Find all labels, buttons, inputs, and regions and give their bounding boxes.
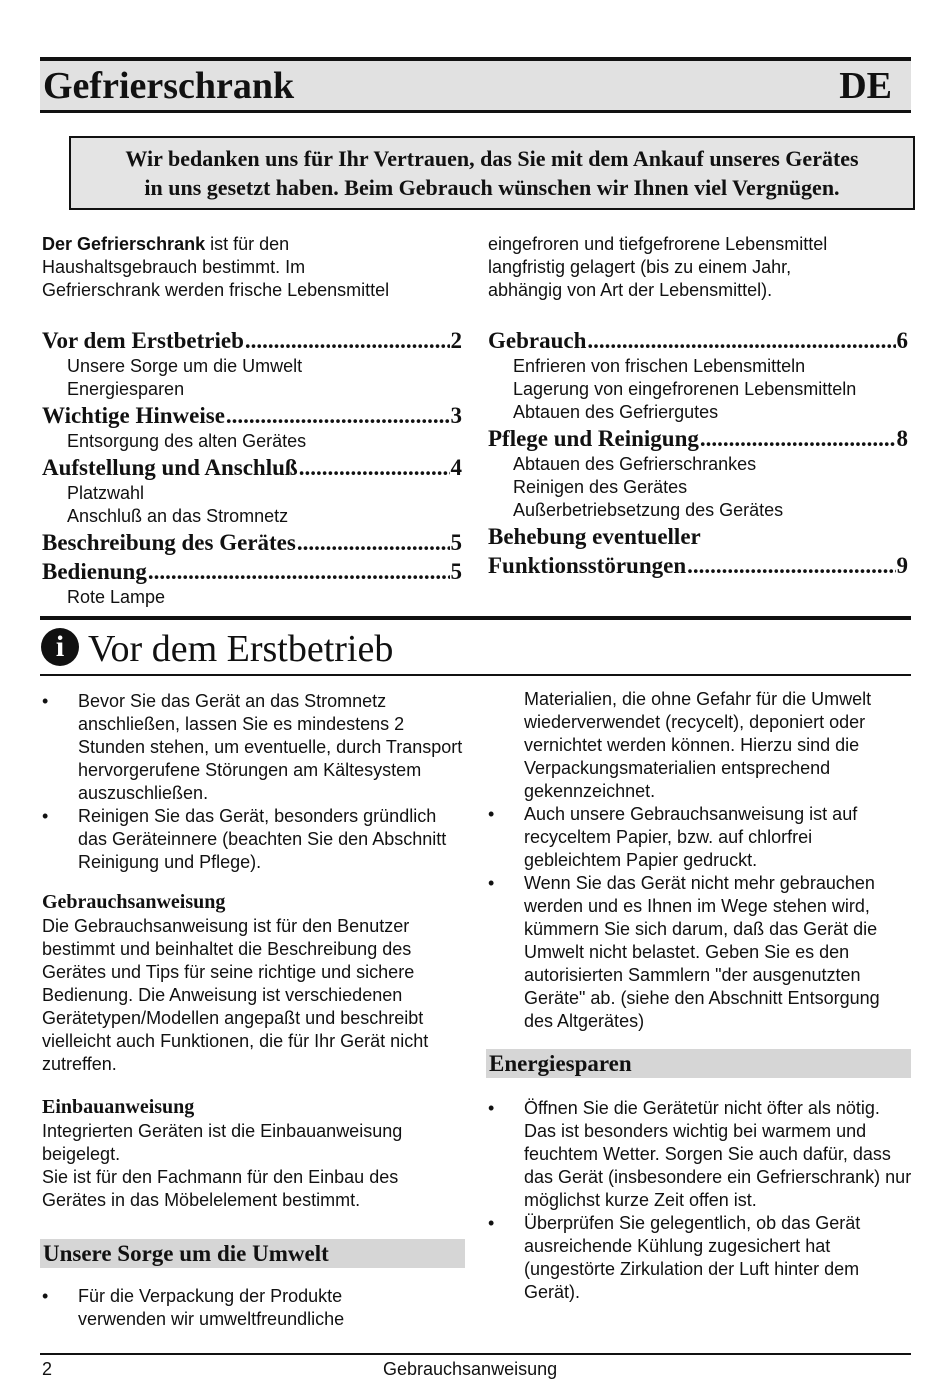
install-text-2: Sie ist für den Fachmann für den Einbau des Gerätes in das Möbelelement bestimmt. xyxy=(42,1167,399,1210)
section-rule-bottom xyxy=(40,674,911,676)
toc-entry[interactable] xyxy=(488,424,908,522)
continued-text: Materialien, die ohne Gefahr für die Umwelt wiederverwendet (recycelt), deponiert oder vernichtet werden können. Hierzu sind die Verpackungsmaterialien entsprechend gekennzeichnet. xyxy=(524,689,872,801)
toc-entry[interactable] xyxy=(488,522,908,580)
toc-title: Wichtige Hinweise xyxy=(42,403,225,428)
section-rule-top xyxy=(40,616,911,620)
env-heading: Unsere Sorge um die Umwelt xyxy=(40,1239,465,1268)
toc-sub-item: Rote Lampe xyxy=(67,587,166,607)
energy-heading: Energiesparen xyxy=(486,1049,911,1078)
toc-title: Pflege und Reinigung xyxy=(488,426,699,451)
toc-entry[interactable] xyxy=(42,528,462,557)
info-icon: i xyxy=(41,628,79,666)
toc-entry[interactable] xyxy=(42,453,462,528)
toc-page: 9 xyxy=(896,553,908,578)
section-title: Vor dem Erstbetrieb xyxy=(88,628,394,670)
language-code: DE xyxy=(839,65,892,107)
intro-left-text-2: Haushaltsgebrauch bestimmt. Im xyxy=(42,257,306,277)
right-column xyxy=(488,688,913,1033)
toc-entry[interactable] xyxy=(42,401,462,453)
list-item: • Wenn Sie das Gerät nicht mehr gebrauchen werden und es Ihnen im Wege stehen wird, kümmern Sie sich darum, daß das Gerät die Umwelt nicht belastet. Geben Sie es den autorisierten Sammlern "der ausgenutzten Geräte" ab. (siehe den Abschnitt Entsorgung des Altgerätes) xyxy=(488,872,913,1033)
toc-page: 5 xyxy=(450,559,462,584)
intro-right-text-1: eingefroren und tiefgefrorene Lebensmittel xyxy=(488,234,828,254)
toc-page: 3 xyxy=(450,403,462,428)
toc-sub-item: Enfrieren von frischen Lebensmitteln xyxy=(513,356,806,376)
toc-entry[interactable] xyxy=(488,326,908,424)
thank-you-box xyxy=(69,136,915,210)
intro-left xyxy=(42,233,472,302)
left-column xyxy=(42,690,467,1212)
thank-you-line-2: in uns gesetzt haben. Beim Gebrauch wünschen wir Ihnen viel Vergnügen. xyxy=(144,175,840,200)
toc-sub-item: Abtauen des Gefriergutes xyxy=(513,402,719,422)
install-heading: Einbauanweisung xyxy=(42,1096,195,1118)
footer-label: Gebrauchsanweisung xyxy=(383,1359,558,1379)
toc-title: Beschreibung des Gerätes xyxy=(42,530,296,555)
toc-title: Aufstellung und Anschluß xyxy=(42,455,298,480)
intro-left-text-3: Gefrierschrank werden frische Lebensmittel xyxy=(42,280,390,300)
list-item: • Für die Verpackung der Produkte verwenden wir umweltfreundliche xyxy=(42,1285,417,1331)
intro-bold: Der Gefrierschrank xyxy=(42,234,206,254)
footer-rule xyxy=(40,1353,911,1355)
toc-title: Gebrauch xyxy=(488,328,587,353)
toc-title: Vor dem Erstbetrieb xyxy=(42,328,244,353)
toc-left xyxy=(42,326,462,609)
list-item: • Bevor Sie das Gerät an das Stromnetz anschließen, lassen Sie es mindestens 2 Stunden stehen, um eventuelle, durch Transport hervorgerufene Störungen am Kältesystem auszuschließen. xyxy=(42,690,467,805)
toc-sub-item: Außerbetriebsetzung des Gerätes xyxy=(513,500,784,520)
manual-text: Die Gebrauchsanweisung ist für den Benutzer bestimmt und beinhaltet die Beschreibung des Gerätes und Tips für seine richtige und sichere Bedienung. Die Anweisung ist verschiedenen Gerätetypen/Modellen angepaßt und beschreibt vielleicht auch Funktionen, die für Ihr Gerät nicht zutreffen. xyxy=(42,916,429,1074)
toc-sub-item: Energiesparen xyxy=(67,379,185,399)
list-item: • Reinigen Sie das Gerät, besonders gründlich das Geräteinnere (beachten Sie den Abschnitt Reinigung und Pflege). xyxy=(42,805,467,874)
intro-left-text-1: ist für den xyxy=(205,234,290,254)
toc-sub-item: Lagerung von eingefrorenen Lebensmitteln xyxy=(513,379,857,399)
toc-page: 6 xyxy=(896,328,908,353)
list-item: • Öffnen Sie die Gerätetür nicht öfter als nötig. Das ist besonders wichtig bei warmem und feuchtem Wetter. Sorgen Sie auch dafür, dass das Gerät (insbesondere ein Gefrierschrank) nur möglichst kurze Zeit offen ist. xyxy=(488,1097,913,1212)
toc-sub-item: Anschluß an das Stromnetz xyxy=(67,506,289,526)
toc-title-cont: Funktionsstörungen xyxy=(488,553,687,578)
toc-sub-item: Entsorgung des alten Gerätes xyxy=(67,431,307,451)
page-title: Gefrierschrank xyxy=(43,65,295,107)
toc-entry[interactable] xyxy=(42,557,462,609)
intro-right-text-2: langfristig gelagert (bis zu einem Jahr, xyxy=(488,257,792,277)
manual-heading: Gebrauchsanweisung xyxy=(42,891,226,913)
toc-sub-item: Reinigen des Gerätes xyxy=(513,477,688,497)
toc-page: 2 xyxy=(450,328,462,353)
intro-right xyxy=(488,233,908,302)
toc-title: Behebung eventueller xyxy=(488,524,701,549)
toc-page: 4 xyxy=(450,455,462,480)
intro-right-text-3: abhängig von Art der Lebensmittel). xyxy=(488,280,773,300)
list-item: • Überprüfen Sie gelegentlich, ob das Gerät ausreichende Kühlung zugesichert hat (ungestörte Zirkulation der Luft hinter dem Gerät). xyxy=(488,1212,913,1304)
toc-page: 5 xyxy=(450,530,462,555)
thank-you-line-1: Wir bedanken uns für Ihr Vertrauen, das Sie mit dem Ankauf unseres Gerätes xyxy=(125,146,859,171)
toc-sub-item: Platzwahl xyxy=(67,483,145,503)
toc-sub-item: Abtauen des Gefrierschrankes xyxy=(513,454,757,474)
energy-list xyxy=(488,1097,913,1304)
toc-page: 8 xyxy=(896,426,908,451)
list-item: • Auch unsere Gebrauchsanweisung ist auf recyceltem Papier, bzw. auf chlorfrei gebleichtem Papier gedruckt. xyxy=(488,803,913,872)
env-list xyxy=(42,1285,417,1331)
section-heading xyxy=(41,624,393,674)
toc-sub-item: Unsere Sorge um die Umwelt xyxy=(67,356,303,376)
toc-title: Bedienung xyxy=(42,559,147,584)
toc-entry[interactable] xyxy=(42,326,462,401)
page-number: 2 xyxy=(42,1359,53,1379)
toc-right xyxy=(488,326,908,580)
install-text-1: Integrierten Geräten ist die Einbauanweisung beigelegt. xyxy=(42,1121,403,1164)
